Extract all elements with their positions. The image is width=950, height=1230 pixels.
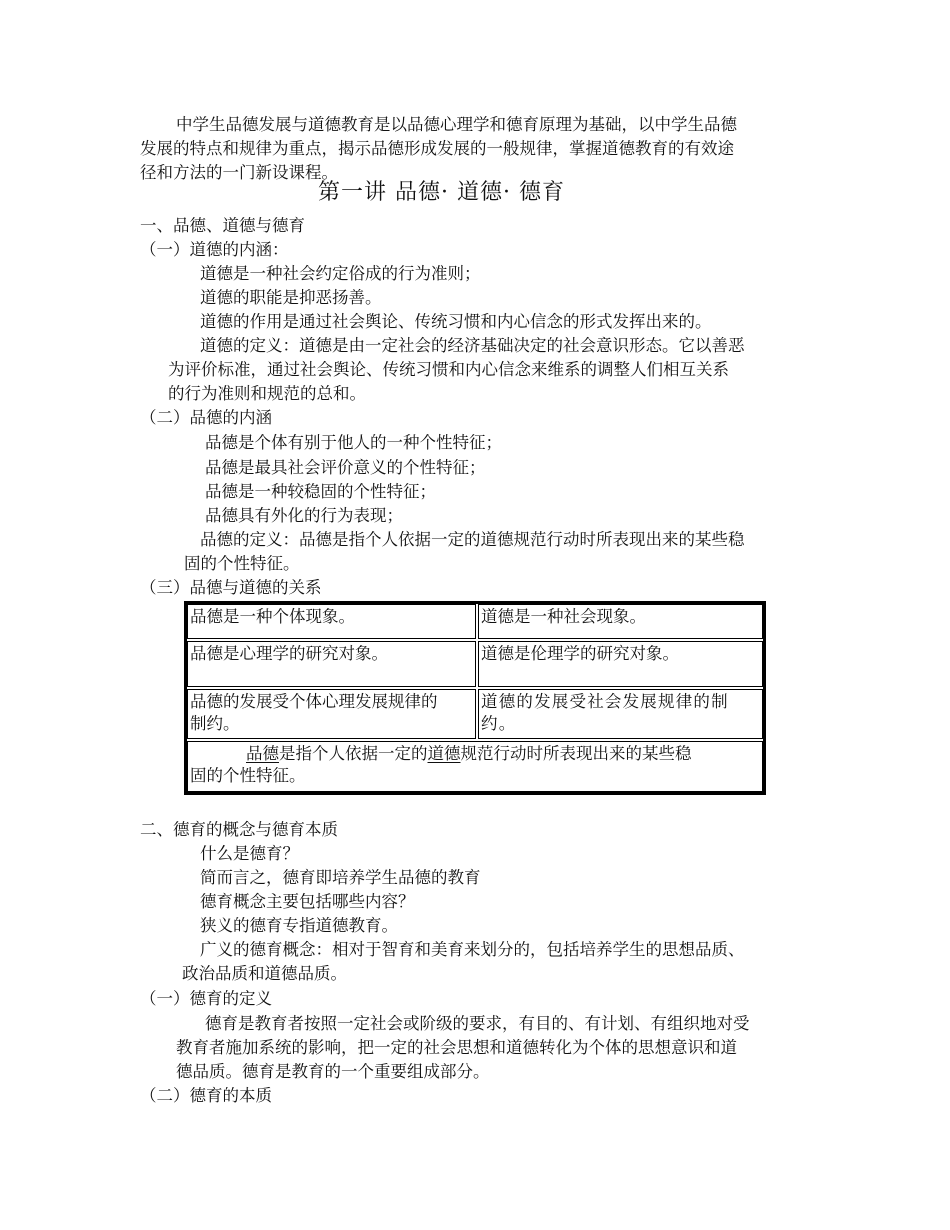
section2-line: 广义的德育概念：相对于智育和美育来划分的，包括培养学生的思想品质、 [200, 940, 745, 959]
section2-line: 政治品质和道德品质。 [182, 964, 347, 983]
s2-sub1-line: 教育者施加系统的影响，把一定的社会思想和道德转化为个体的思想意识和道 [176, 1038, 737, 1057]
table-cell-line: 制约。 [190, 714, 240, 733]
intro-line-1: 中学生品德发展与道德教育是以品德心理学和德育原理为基础，以中学生品德 [176, 115, 737, 134]
intro-line-3: 径和方法的一门新设课程。 [140, 163, 338, 182]
table-footer-line: 固的个性特征。 [190, 766, 306, 785]
table-cell-line: 品德的发展受个体心理发展规律的 [190, 692, 438, 711]
table-footer-cell [187, 741, 763, 792]
sub1-line: 道德的作用是通过社会舆论、传统习惯和内心信念的形式发挥出来的。 [200, 312, 712, 331]
table-cell: 品德是心理学的研究对象。 [187, 641, 476, 687]
sub1-line: 道德的职能是抑恶扬善。 [200, 288, 382, 307]
s2-sub1-line: 德品质。德育是教育的一个重要组成部分。 [176, 1062, 490, 1081]
section2-line: 狭义的德育专指道德教育。 [200, 916, 398, 935]
footer-text: 规范行动时所表现出来的某些稳 [460, 744, 692, 763]
table-cell [187, 689, 476, 739]
table-cell: 道德是伦理学的研究对象。 [478, 641, 763, 687]
section1-heading: 一、品德、道德与德育 [140, 216, 305, 235]
section2-line: 简而言之，德育即培养学生品德的教育 [200, 868, 481, 887]
comparison-table [184, 601, 766, 795]
table-cell-line: 约。 [481, 714, 517, 733]
sub2-line: 固的个性特征。 [184, 554, 300, 573]
table-cell [478, 689, 763, 739]
sub1-line: 为评价标准，通过社会舆论、传统习惯和内心信念来维系的调整人们相互关系 [168, 360, 729, 379]
lecture-title: 第一讲 品德· 道德· 德育 [318, 180, 565, 205]
s2-sub1-heading: （一）德育的定义 [140, 989, 272, 1008]
table-footer-line [190, 743, 760, 765]
footer-text: 是指个人依据一定的 [279, 744, 428, 763]
sub1-line: 道德的定义：道德是由一定社会的经济基础决定的社会意识形态。它以善恶 [200, 336, 745, 355]
sub2-line: 品德是最具社会评价意义的个性特征； [205, 458, 486, 477]
underlined-term: 品德 [246, 744, 279, 763]
sub2-heading: （二）品德的内涵 [140, 408, 272, 427]
sub1-line: 道德是一种社会约定俗成的行为准则； [200, 264, 481, 283]
sub2-line: 品德具有外化的行为表现； [205, 506, 403, 525]
s2-sub2-heading: （二）德育的本质 [140, 1086, 272, 1105]
section2-heading: 二、德育的概念与德育本质 [140, 820, 338, 839]
section2-line: 什么是德育？ [200, 844, 299, 863]
section2-line: 德育概念主要包括哪些内容？ [200, 892, 415, 911]
table-cell: 品德是一种个体现象。 [187, 604, 476, 639]
table-cell-line: 道德的发展受社会发展规律的制 [481, 692, 729, 711]
sub2-line: 品德是个体有别于他人的一种个性特征； [205, 433, 502, 452]
underlined-term: 道德 [427, 744, 461, 763]
table-cell: 道德是一种社会现象。 [478, 604, 763, 639]
sub1-heading: （一）道德的内涵： [140, 240, 289, 259]
intro-line-2: 发展的特点和规律为重点，揭示品德形成发展的一般规律，掌握道德教育的有效途 [140, 139, 734, 158]
s2-sub1-line: 德育是教育者按照一定社会或阶级的要求，有目的、有计划、有组织地对受 [205, 1014, 750, 1033]
sub2-line: 品德是一种较稳固的个性特征； [205, 482, 436, 501]
sub3-heading: （三）品德与道德的关系 [140, 578, 322, 597]
sub1-line: 的行为准则和规范的总和。 [168, 384, 366, 403]
sub2-line: 品德的定义：品德是指个人依据一定的道德规范行动时所表现出来的某些稳 [200, 530, 745, 549]
